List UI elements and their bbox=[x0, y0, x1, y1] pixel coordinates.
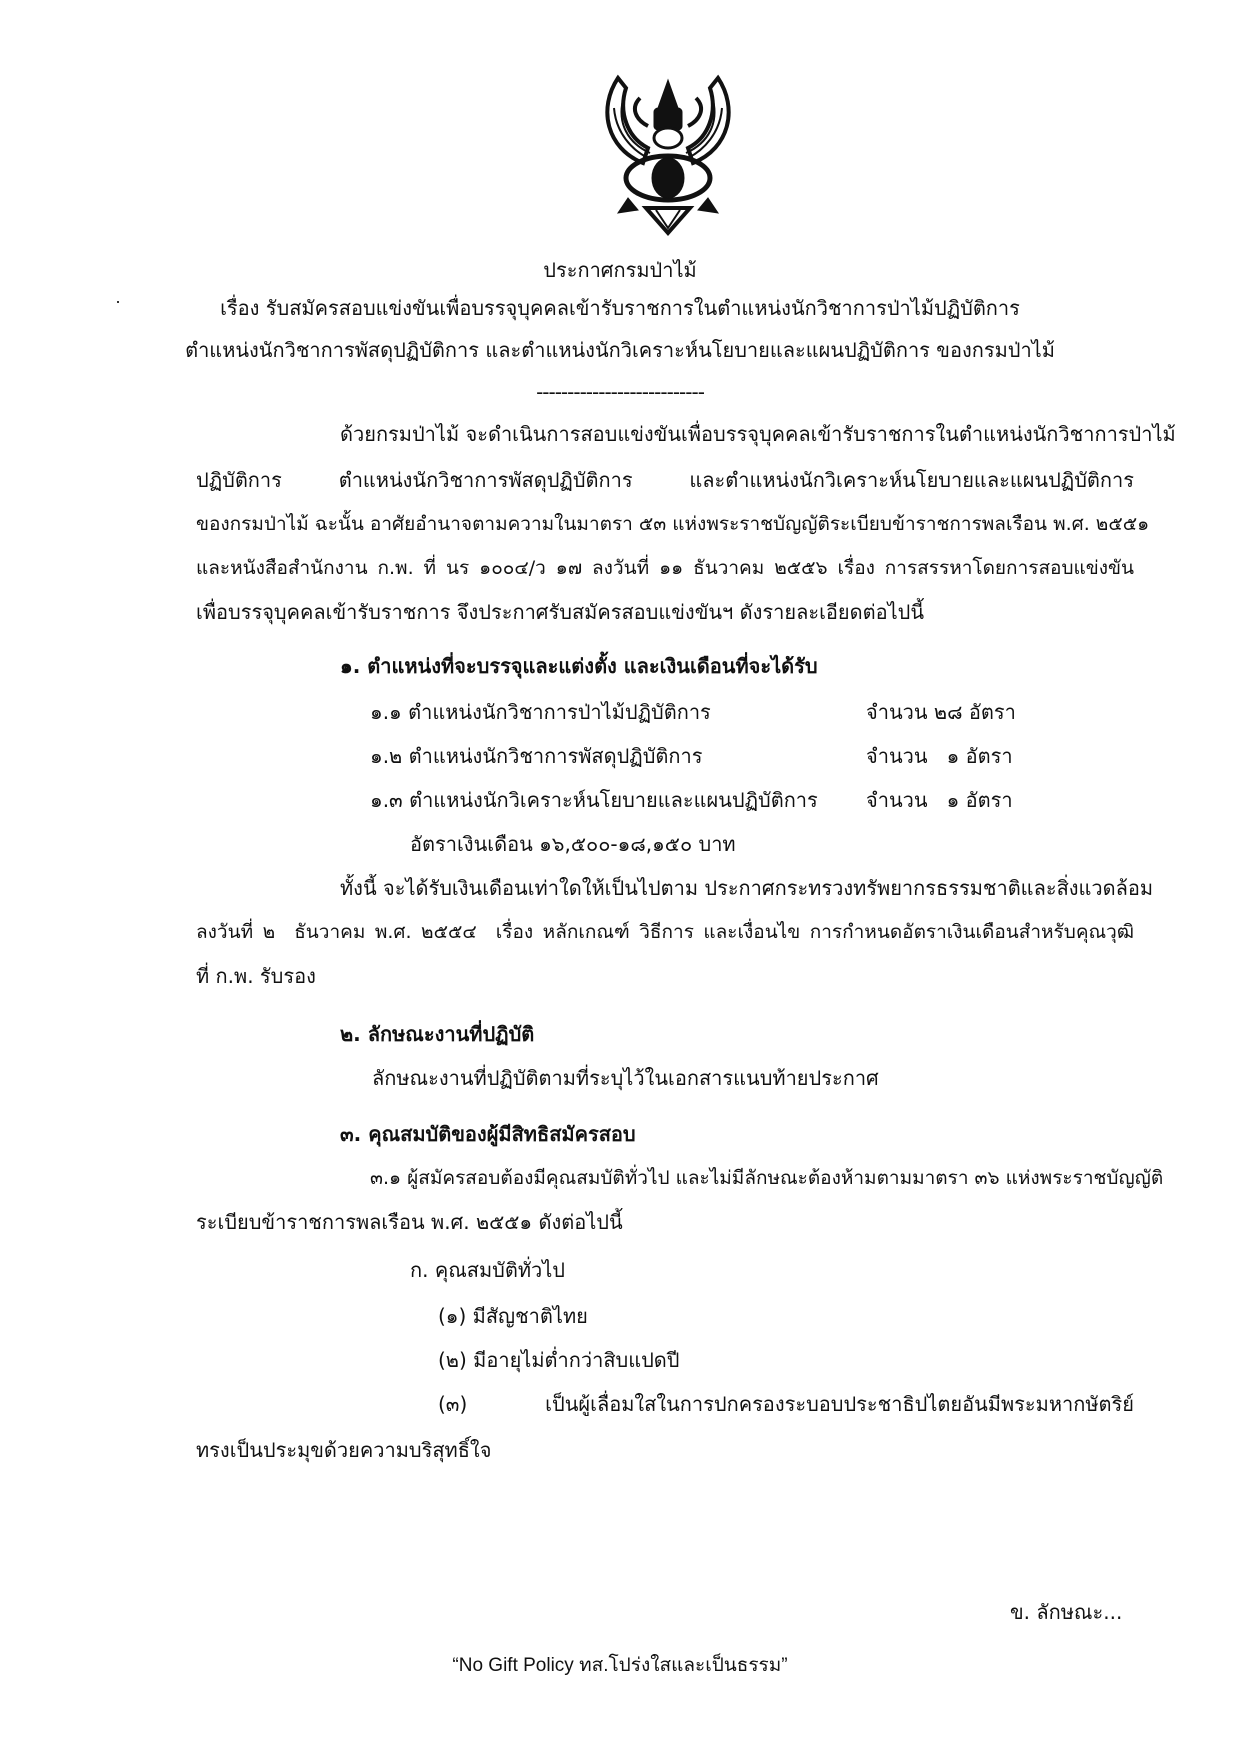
garuda-emblem-icon bbox=[588, 68, 748, 238]
position-amount: จำนวน ๑ อัตรา bbox=[866, 788, 1013, 812]
subject-line-2: ตำแหน่งนักวิชาการพัสดุปฏิบัติการ และตำแหน่งนักวิเคราะห์นโยบายและแผนปฏิบัติการ ของกรมป่าไม้ bbox=[185, 338, 1055, 362]
salary-note-line: ลงวันที่ ๒ ธันวาคม พ.ศ. ๒๕๕๔ เรื่อง หลักเกณฑ์ วิธีการ และเงื่อนไข การกำหนดอัตราเงินเดือนสำหรับคุณวุฒิ bbox=[196, 921, 1134, 943]
salary-range: อัตราเงินเดือน ๑๖,๕๐๐-๑๘,๑๕๐ บาท bbox=[410, 832, 736, 856]
intro-line: ของกรมป่าไม้ ฉะนั้น อาศัยอำนาจตามความในมาตรา ๕๓ แห่งพระราชบัญญัติระเบียบข้าราชการพลเรือน พ.ศ. ๒๕๕๑ bbox=[196, 513, 1150, 535]
continuation-marker: ข. ลักษณะ... bbox=[1010, 1600, 1123, 1624]
section-2-body: ลักษณะงานที่ปฏิบัติตามที่ระบุไว้ในเอกสารแนบท้ายประกาศ bbox=[372, 1066, 879, 1090]
no-gift-policy-slogan: “No Gift Policy ทส.โปร่งใสและเป็นธรรม” bbox=[452, 1655, 788, 1676]
position-label: ๑.๓ ตำแหน่งนักวิเคราะห์นโยบายและแผนปฏิบัติการ bbox=[370, 788, 818, 812]
intro-line: ด้วยกรมป่าไม้ จะดำเนินการสอบแข่งขันเพื่อบรรจุบุคคลเข้ารับราชการในตำแหน่งนักวิชาการป่าไม้ bbox=[340, 422, 1176, 446]
subject-line-1: เรื่อง รับสมัครสอบแข่งขันเพื่อบรรจุบุคคลเข้ารับราชการในตำแหน่งนักวิชาการป่าไม้ปฏิบัติการ bbox=[220, 296, 1020, 320]
qualification-item: (๑) มีสัญชาติไทย bbox=[438, 1304, 588, 1328]
position-label: ๑.๑ ตำแหน่งนักวิชาการป่าไม้ปฏิบัติการ bbox=[370, 700, 711, 724]
agency-title: ประกาศกรมป่าไม้ bbox=[543, 258, 697, 282]
section-3-heading: ๓. คุณสมบัติของผู้มีสิทธิสมัครสอบ bbox=[340, 1122, 636, 1146]
header-divider: --------------------------- bbox=[536, 380, 704, 404]
qualification-item: (๒) มีอายุไม่ต่ำกว่าสิบแปดปี bbox=[438, 1348, 680, 1372]
salary-note-line: ที่ ก.พ. รับรอง bbox=[196, 964, 316, 988]
section-2-heading: ๒. ลักษณะงานที่ปฏิบัติ bbox=[340, 1022, 535, 1046]
salary-note-line: ทั้งนี้ จะได้รับเงินเดือนเท่าใดให้เป็นไปตาม ประกาศกระทรวงทรัพยากรธรรมชาติและสิ่งแวดล้อม bbox=[340, 876, 1154, 900]
qualification-item: (๓) เป็นผู้เลื่อมใสในการปกครองระบอบประชาธิปไตยอันมีพระมหากษัตริย์ bbox=[438, 1392, 1134, 1416]
section-3-para-line: ระเบียบข้าราชการพลเรือน พ.ศ. ๒๕๕๑ ดังต่อไปนี้ bbox=[196, 1210, 623, 1234]
section-3-para-line: ๓.๑ ผู้สมัครสอบต้องมีคุณสมบัติทั่วไป และไม่มีลักษณะต้องห้ามตามมาตรา ๓๖ แห่งพระราชบัญญัติ bbox=[370, 1167, 1164, 1189]
intro-line: และหนังสือสำนักงาน ก.พ. ที่ นร ๑๐๐๔/ว ๑๗ ลงวันที่ ๑๑ ธันวาคม ๒๕๕๖ เรื่อง การสรรหาโดยการสอบแข่งขัน bbox=[196, 557, 1134, 579]
section-1-heading: ๑. ตำแหน่งที่จะบรรจุและแต่งตั้ง และเงินเดือนที่จะได้รับ bbox=[340, 654, 818, 678]
intro-line: ปฏิบัติการ ตำแหน่งนักวิชาการพัสดุปฏิบัติการ และตำแหน่งนักวิเคราะห์นโยบายและแผนปฏิบัติการ bbox=[196, 468, 1134, 492]
position-amount: จำนวน ๑ อัตรา bbox=[866, 744, 1013, 768]
position-amount: จำนวน ๒๘ อัตรา bbox=[866, 700, 1016, 724]
qualification-item-continued: ทรงเป็นประมุขด้วยความบริสุทธิ์ใจ bbox=[196, 1438, 492, 1462]
general-qualifications-heading: ก. คุณสมบัติทั่วไป bbox=[410, 1258, 565, 1282]
intro-line: เพื่อบรรจุบุคคลเข้ารับราชการ จึงประกาศรับสมัครสอบแข่งขันฯ ดังรายละเอียดต่อไปนี้ bbox=[196, 600, 925, 624]
position-label: ๑.๒ ตำแหน่งนักวิชาการพัสดุปฏิบัติการ bbox=[370, 744, 703, 768]
